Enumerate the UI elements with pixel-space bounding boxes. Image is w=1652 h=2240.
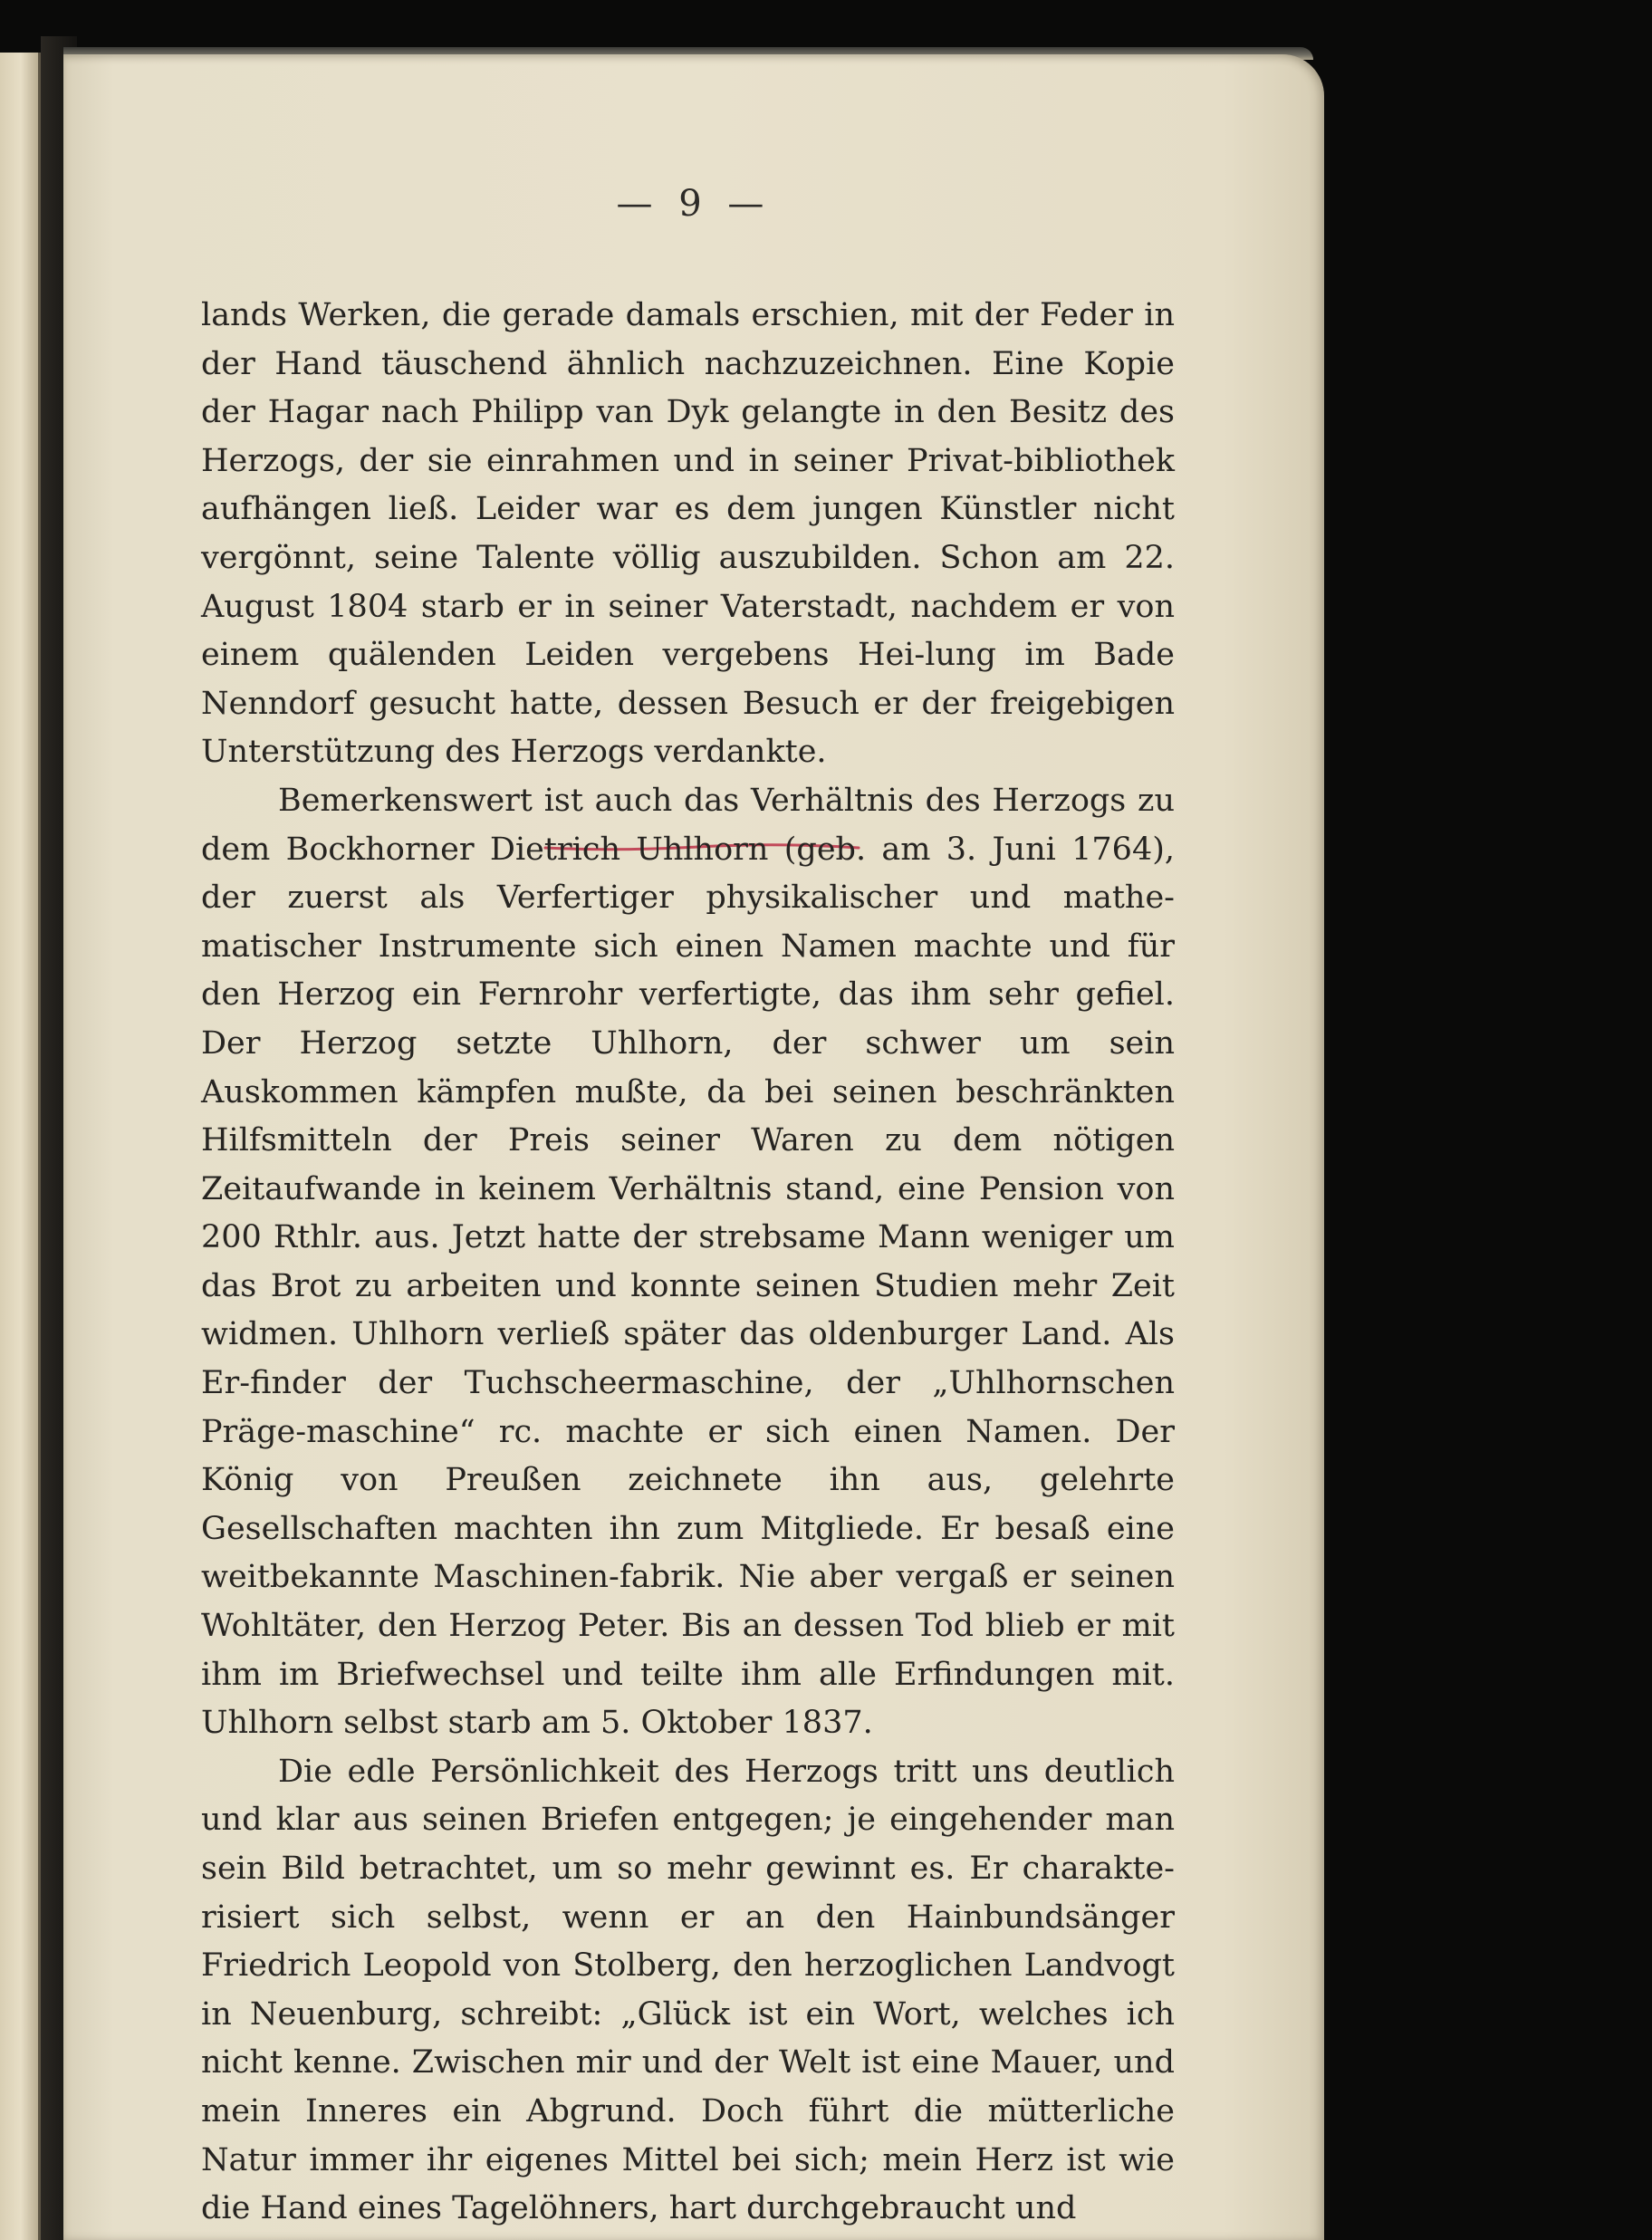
paragraph-2: Bemerkenswert ist auch das Verhältnis des Herzogs zu dem Bockhorner Dietrich Uhlhorn (geb. am 3. Juni 1764), der zuerst als Verfertiger physikalischer und mathe-matischer Instrumente sich einen Namen machte und für den Herzog ein Fernrohr verfertigte, das ihm sehr gefiel. Der Herzog setzte Uhlhorn, der schwer um sein Auskommen kämpfen mußte, da bei seinen beschränkten Hilfsmitteln der Preis seiner Waren zu dem nötigen Zeitaufwande in keinem Verhältnis stand, eine Pension von 200 Rthlr. aus. Jetzt hatte der strebsame Mann weniger um das Brot zu arbeiten und konnte seinen Studien mehr Zeit widmen. Uhlhorn verließ später das oldenburger Land. Als Er-finder der Tuchscheermaschine, der „Uhlhornschen Präge-maschine“ rc. machte er sich einen Namen. Der König von Preußen zeichnete ihn aus, gelehrte Gesellschaften machten ihn zum Mitgliede. Er besaß eine weitbekannte Maschinen-fabrik. Nie aber vergaß er seinen Wohltäter, den Herzog Peter. Bis an dessen Tod blieb er mit ihm im Briefwechsel und teilte ihm alle Erfindungen mit. Uhlhorn selbst starb am 5. Oktober 1837.: [201, 782, 1175, 1742]
book-page: [63, 54, 1324, 2240]
page-number: — 9 —: [616, 183, 772, 225]
body-text: [201, 292, 1175, 2234]
paragraph-3: Die edle Persönlichkeit des Herzogs tritt uns deutlich und klar aus seinen Briefen entgegen; je eingehender man sein Bild betrachtet, um so mehr gewinnt es. Er charakte-risiert sich selbst, wenn er an den Hainbundsänger Friedrich Leopold von Stolberg, den herzoglichen Landvogt in Neuenburg, schreibt: „Glück ist ein Wort, welches ich nicht kenne. Zwischen mir und der Welt ist eine Mauer, und mein Inneres ein Abgrund. Doch führt die mütterliche Natur immer ihr eigenes Mittel bei sich; mein Herz ist wie die Hand eines Tagelöhners, hart durchgebraucht und: [201, 1753, 1175, 2227]
paragraph-1: lands Werken, die gerade damals erschien, mit der Feder in der Hand täuschend ähnlich nachzuzeichnen. Eine Kopie der Hagar nach Philipp van Dyk gelangte in den Besitz des Herzogs, der sie einrahmen und in seiner Privat-bibliothek aufhängen ließ. Leider war es dem jungen Künstler nicht vergönnt, seine Talente völlig auszubilden. Schon am 22. August 1804 starb er in seiner Vaterstadt, nachdem er von einem quälenden Leiden vergebens Hei-lung im Bade Nenndorf gesucht hatte, dessen Besuch er der freigebigen Unterstützung des Herzogs verdankte.: [201, 297, 1175, 771]
previous-page-edge: [0, 53, 41, 2240]
